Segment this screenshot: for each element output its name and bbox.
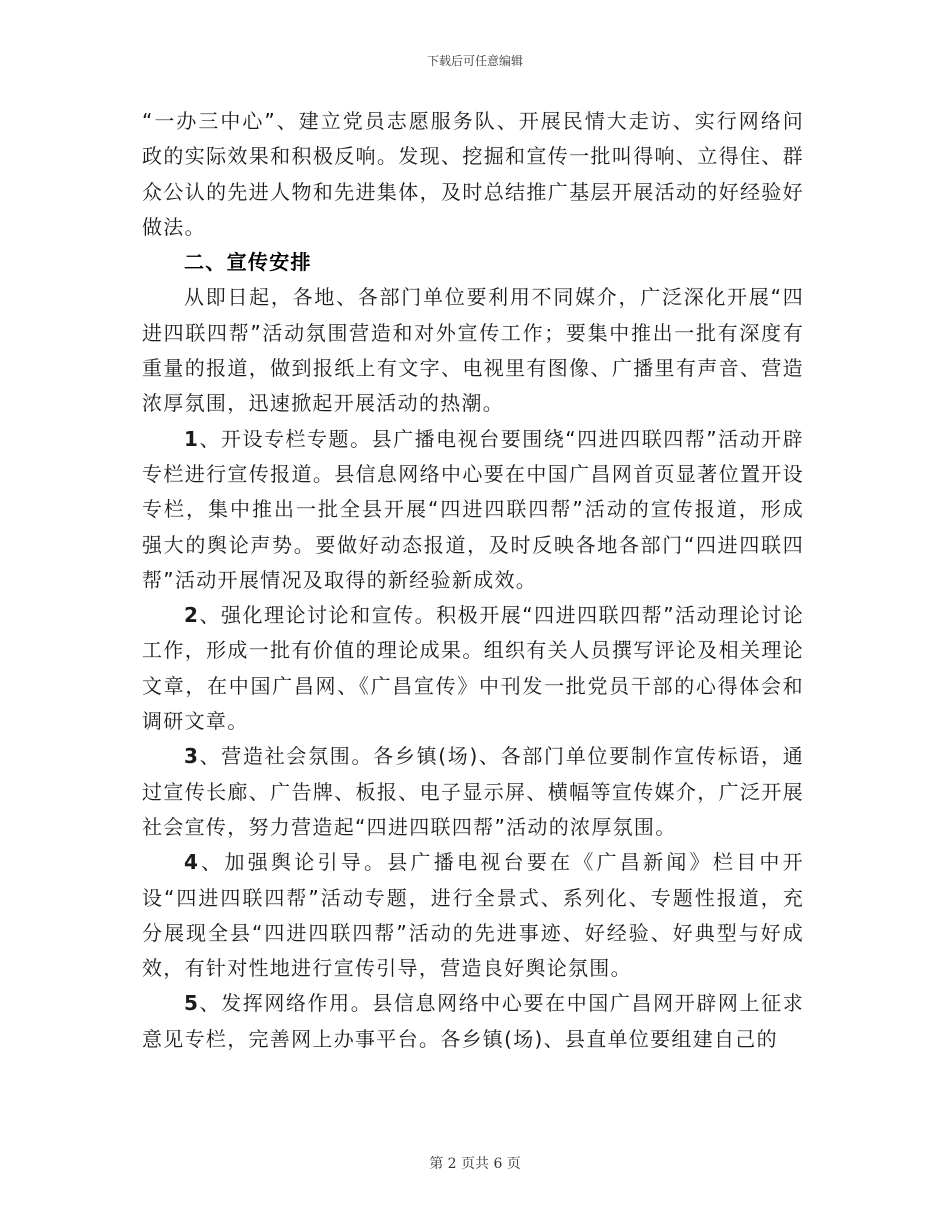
paragraph-item-5 (142, 986, 804, 1057)
paragraph-item-1 (142, 422, 804, 598)
item-text: 、营造社会氛围。各乡镇(场)、各部门单位要制作宣传标语，通过宣传长廊、广告牌、板报、电子显示屏、横幅等宣传媒介，广泛开展社会宣传，努力营造起“四进四联四帮”活动的浓厚氛围。 (142, 744, 804, 839)
paragraph-item-3 (142, 739, 804, 845)
paragraph-item-2 (142, 598, 804, 739)
item-text: 、强化理论讨论和宣传。积极开展“四进四联四帮”活动理论讨论工作，形成一批有价值的理论成果。组织有关人员撰写评论及相关理论文章，在中国广昌网、《广昌宣传》中刊发一批党员干部的心得体会和调研文章。 (142, 603, 804, 734)
item-number: 3 (184, 744, 200, 769)
item-text: 、加强舆论引导。县广播电视台要在《广昌新闻》栏目中开设“四进四联四帮”活动专题，进行全景式、系列化、专题性报道，充分展现全县“四进四联四帮”活动的先进事迹、好经验、好典型与好成效，有针对性地进行宣传引导，营造良好舆论氛围。 (142, 850, 804, 981)
page-header: 下载后可任意编辑 (426, 54, 523, 68)
paragraph-intro: 从即日起，各地、各部门单位要利用不同媒介，广泛深化开展“四进四联四帮”活动氛围营造和对外宣传工作；要集中推出一批有深度有重量的报道，做到报纸上有文字、电视里有图像、广播里有声音、营造浓厚氛围，迅速掀起开展活动的热潮。 (142, 285, 804, 416)
item-number: 5 (184, 991, 200, 1016)
section-heading: 二、宣传安排 (184, 250, 312, 275)
item-text: 、开设专栏专题。县广播电视台要围绕“四进四联四帮”活动开辟专栏进行宣传报道。县信息网络中心要在中国广昌网首页显著位置开设专栏，集中推出一批全县开展“四进四联四帮”活动的宣传报道，形成强大的舆论声势。要做好动态报道，及时反映各地各部门“四进四联四帮”活动开展情况及取得的新经验新成效。 (142, 426, 804, 592)
item-number: 2 (184, 603, 200, 628)
item-number: 4 (184, 850, 200, 875)
item-text: 、发挥网络作用。县信息网络中心要在中国广昌网开辟网上征求意见专栏，完善网上办事平台。各乡镇(场)、县直单位要组建自己的 (142, 991, 804, 1051)
page-footer: 第 2 页共 6 页 (429, 1156, 521, 1172)
document-body (142, 104, 804, 1057)
paragraph-continuation: “一办三中心”、建立党员志愿服务队、开展民情大走访、实行网络问政的实际效果和积极反响。发现、挖掘和宣传一批叫得响、立得住、群众公认的先进人物和先进集体，及时总结推广基层开展活动的好经验好做法。 (142, 109, 804, 239)
paragraph-item-4 (142, 845, 804, 986)
item-number: 1 (184, 426, 200, 451)
